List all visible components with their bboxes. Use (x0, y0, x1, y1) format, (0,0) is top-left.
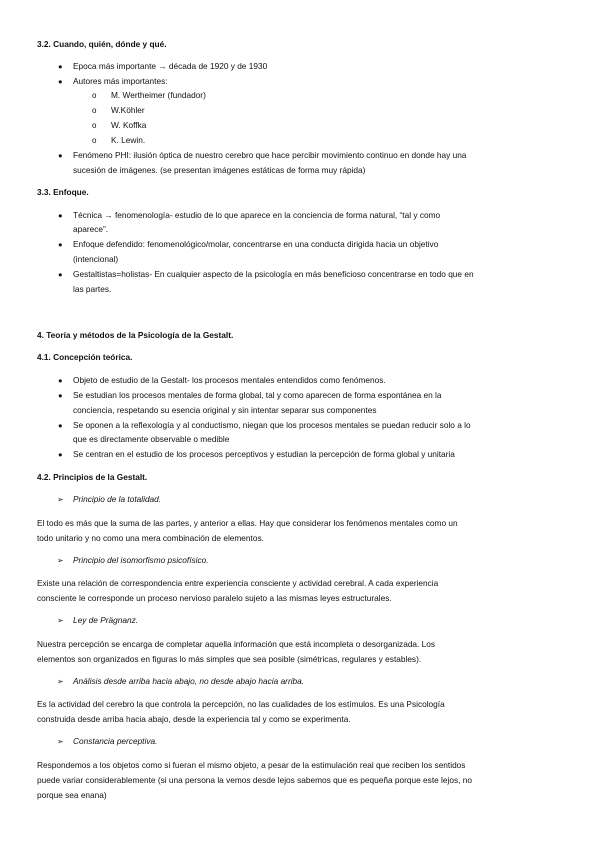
section-heading-3-2: 3.2. Cuando, quién, dónde y qué. (37, 39, 167, 49)
principle-title: Principio del isomorfismo psicofísico. (73, 555, 209, 565)
section-heading-3-3: 3.3. Enfoque. (37, 187, 89, 197)
paragraph-line: consciente le corresponde un proceso nervioso paralelo sujeto a las mismas leyes estructurales. (37, 593, 392, 603)
bullet-dot-icon: ● (58, 421, 63, 430)
paragraph-line: Nuestra percepción se encarga de completar aquella información que está incompleta o desorganizada. Los (37, 639, 436, 649)
bullet-dot-icon: ● (58, 450, 63, 459)
paragraph-line: Es la actividad del cerebro la que controla la percepción, no las cualidades de los estímulos. Es una Psicología (37, 699, 445, 709)
sub-bullet-circle-icon: o (92, 121, 97, 130)
bullet-dot-icon: ● (58, 391, 63, 400)
paragraph-line: elementos son organizados en figuras lo más simples que sea posible (simétricas, regulares y estables). (37, 654, 422, 664)
list-item: Se oponen a la reflexología y al conductismo, niegan que los procesos mentales se puedan reducir solo a lo (73, 420, 471, 430)
list-item: Se estudian los procesos mentales de forma global, tal y como aparecen de forma espontánea en la (73, 390, 442, 400)
paragraph-line: El todo es más que la suma de las partes, y anterior a ellas. Hay que considerar los fenómenos mentales como un (37, 518, 458, 528)
list-item-continuation: conciencia, respetando su esencia original y sin intentar separar sus componentes (73, 405, 377, 415)
list-item-continuation: sucesión de imágenes. (se presentan imágenes estáticas de forma muy rápida) (73, 165, 366, 175)
arrow-bullet-icon: ➢ (57, 616, 64, 625)
list-item-continuation: que es directamente observable o medible (73, 434, 230, 444)
list-item-continuation: (intencional) (73, 254, 119, 264)
list-item: Autores más importantes: (73, 76, 168, 86)
arrow-bullet-icon: ➢ (57, 495, 64, 504)
section-heading-4-2: 4.2. Principios de la Gestalt. (37, 472, 148, 482)
list-item-continuation: aparece”. (73, 224, 109, 234)
author-item: K. Lewin. (111, 135, 146, 145)
list-item: Fenómeno PHI: ilusión óptica de nuestro cerebro que hace percibir movimiento continuo en donde hay una (73, 150, 467, 160)
arrow-bullet-icon: ➢ (57, 556, 64, 565)
sub-bullet-circle-icon: o (92, 91, 97, 100)
arrow-bullet-icon: ➢ (57, 737, 64, 746)
section-heading-4: 4. Teoría y métodos de la Psicología de la Gestalt. (37, 330, 234, 340)
author-item: M. Wertheimer (fundador) (111, 90, 206, 100)
bullet-dot-icon: ● (58, 211, 63, 220)
arrow-bullet-icon: ➢ (57, 677, 64, 686)
bullet-dot-icon: ● (58, 240, 63, 249)
bullet-dot-icon: ● (58, 270, 63, 279)
bullet-dot-icon: ● (58, 62, 63, 71)
paragraph-line: porque sea enana) (37, 790, 107, 800)
list-item: Gestaltistas=holistas- En cualquier aspecto de la psicología en más beneficioso concentrarse en todo que en (73, 269, 474, 279)
bullet-dot-icon: ● (58, 376, 63, 385)
sub-bullet-circle-icon: o (92, 136, 97, 145)
paragraph-line: todo unitario y no como una mera combinación de elementos. (37, 533, 264, 543)
author-item: W. Koffka (111, 120, 147, 130)
author-item: W.Köhler (111, 105, 145, 115)
list-item: Se centran en el estudio de los procesos perceptivos y estudian la percepción de forma global y unitaria (73, 449, 455, 459)
list-item-continuation: las partes. (73, 284, 112, 294)
paragraph-line: Existe una relación de correspondencia entre experiencia consciente y actividad cerebral. A cada experiencia (37, 578, 439, 588)
bullet-dot-icon: ● (58, 77, 63, 86)
principle-title: Análisis desde arriba hacia abajo, no desde abajo hacia arriba. (73, 676, 305, 686)
sub-bullet-circle-icon: o (92, 106, 97, 115)
principle-title: Principio de la totalidad. (73, 494, 162, 504)
list-item: Epoca más importante → década de 1920 y de 1930 (73, 61, 268, 71)
bullet-dot-icon: ● (58, 151, 63, 160)
principle-title: Ley de Prägnanz. (73, 615, 139, 625)
principle-title: Constancia perceptiva. (73, 736, 158, 746)
section-heading-4-1: 4.1. Concepción teórica. (37, 352, 133, 362)
paragraph-line: Respondemos a los objetos como si fueran el mismo objeto, a pesar de la estimulación real que reciben los sentidos (37, 760, 466, 770)
paragraph-line: construida desde arriba hacia abajo, desde la experiencia tal y como se experimenta. (37, 714, 351, 724)
list-item: Enfoque defendido: fenomenológico/molar, concentrarse en una conducta dirigida hacia un objetivo (73, 239, 439, 249)
list-item: Técnica → fenomenología- estudio de lo que aparece en la conciencia de forma natural, “tal y como (73, 210, 441, 220)
paragraph-line: puede variar considerablemente (si una persona la vemos desde lejos sabemos que es pequeña porque este lejos, no (37, 775, 472, 785)
list-item: Objeto de estudio de la Gestalt- los procesos mentales entendidos como fenómenos. (73, 375, 386, 385)
